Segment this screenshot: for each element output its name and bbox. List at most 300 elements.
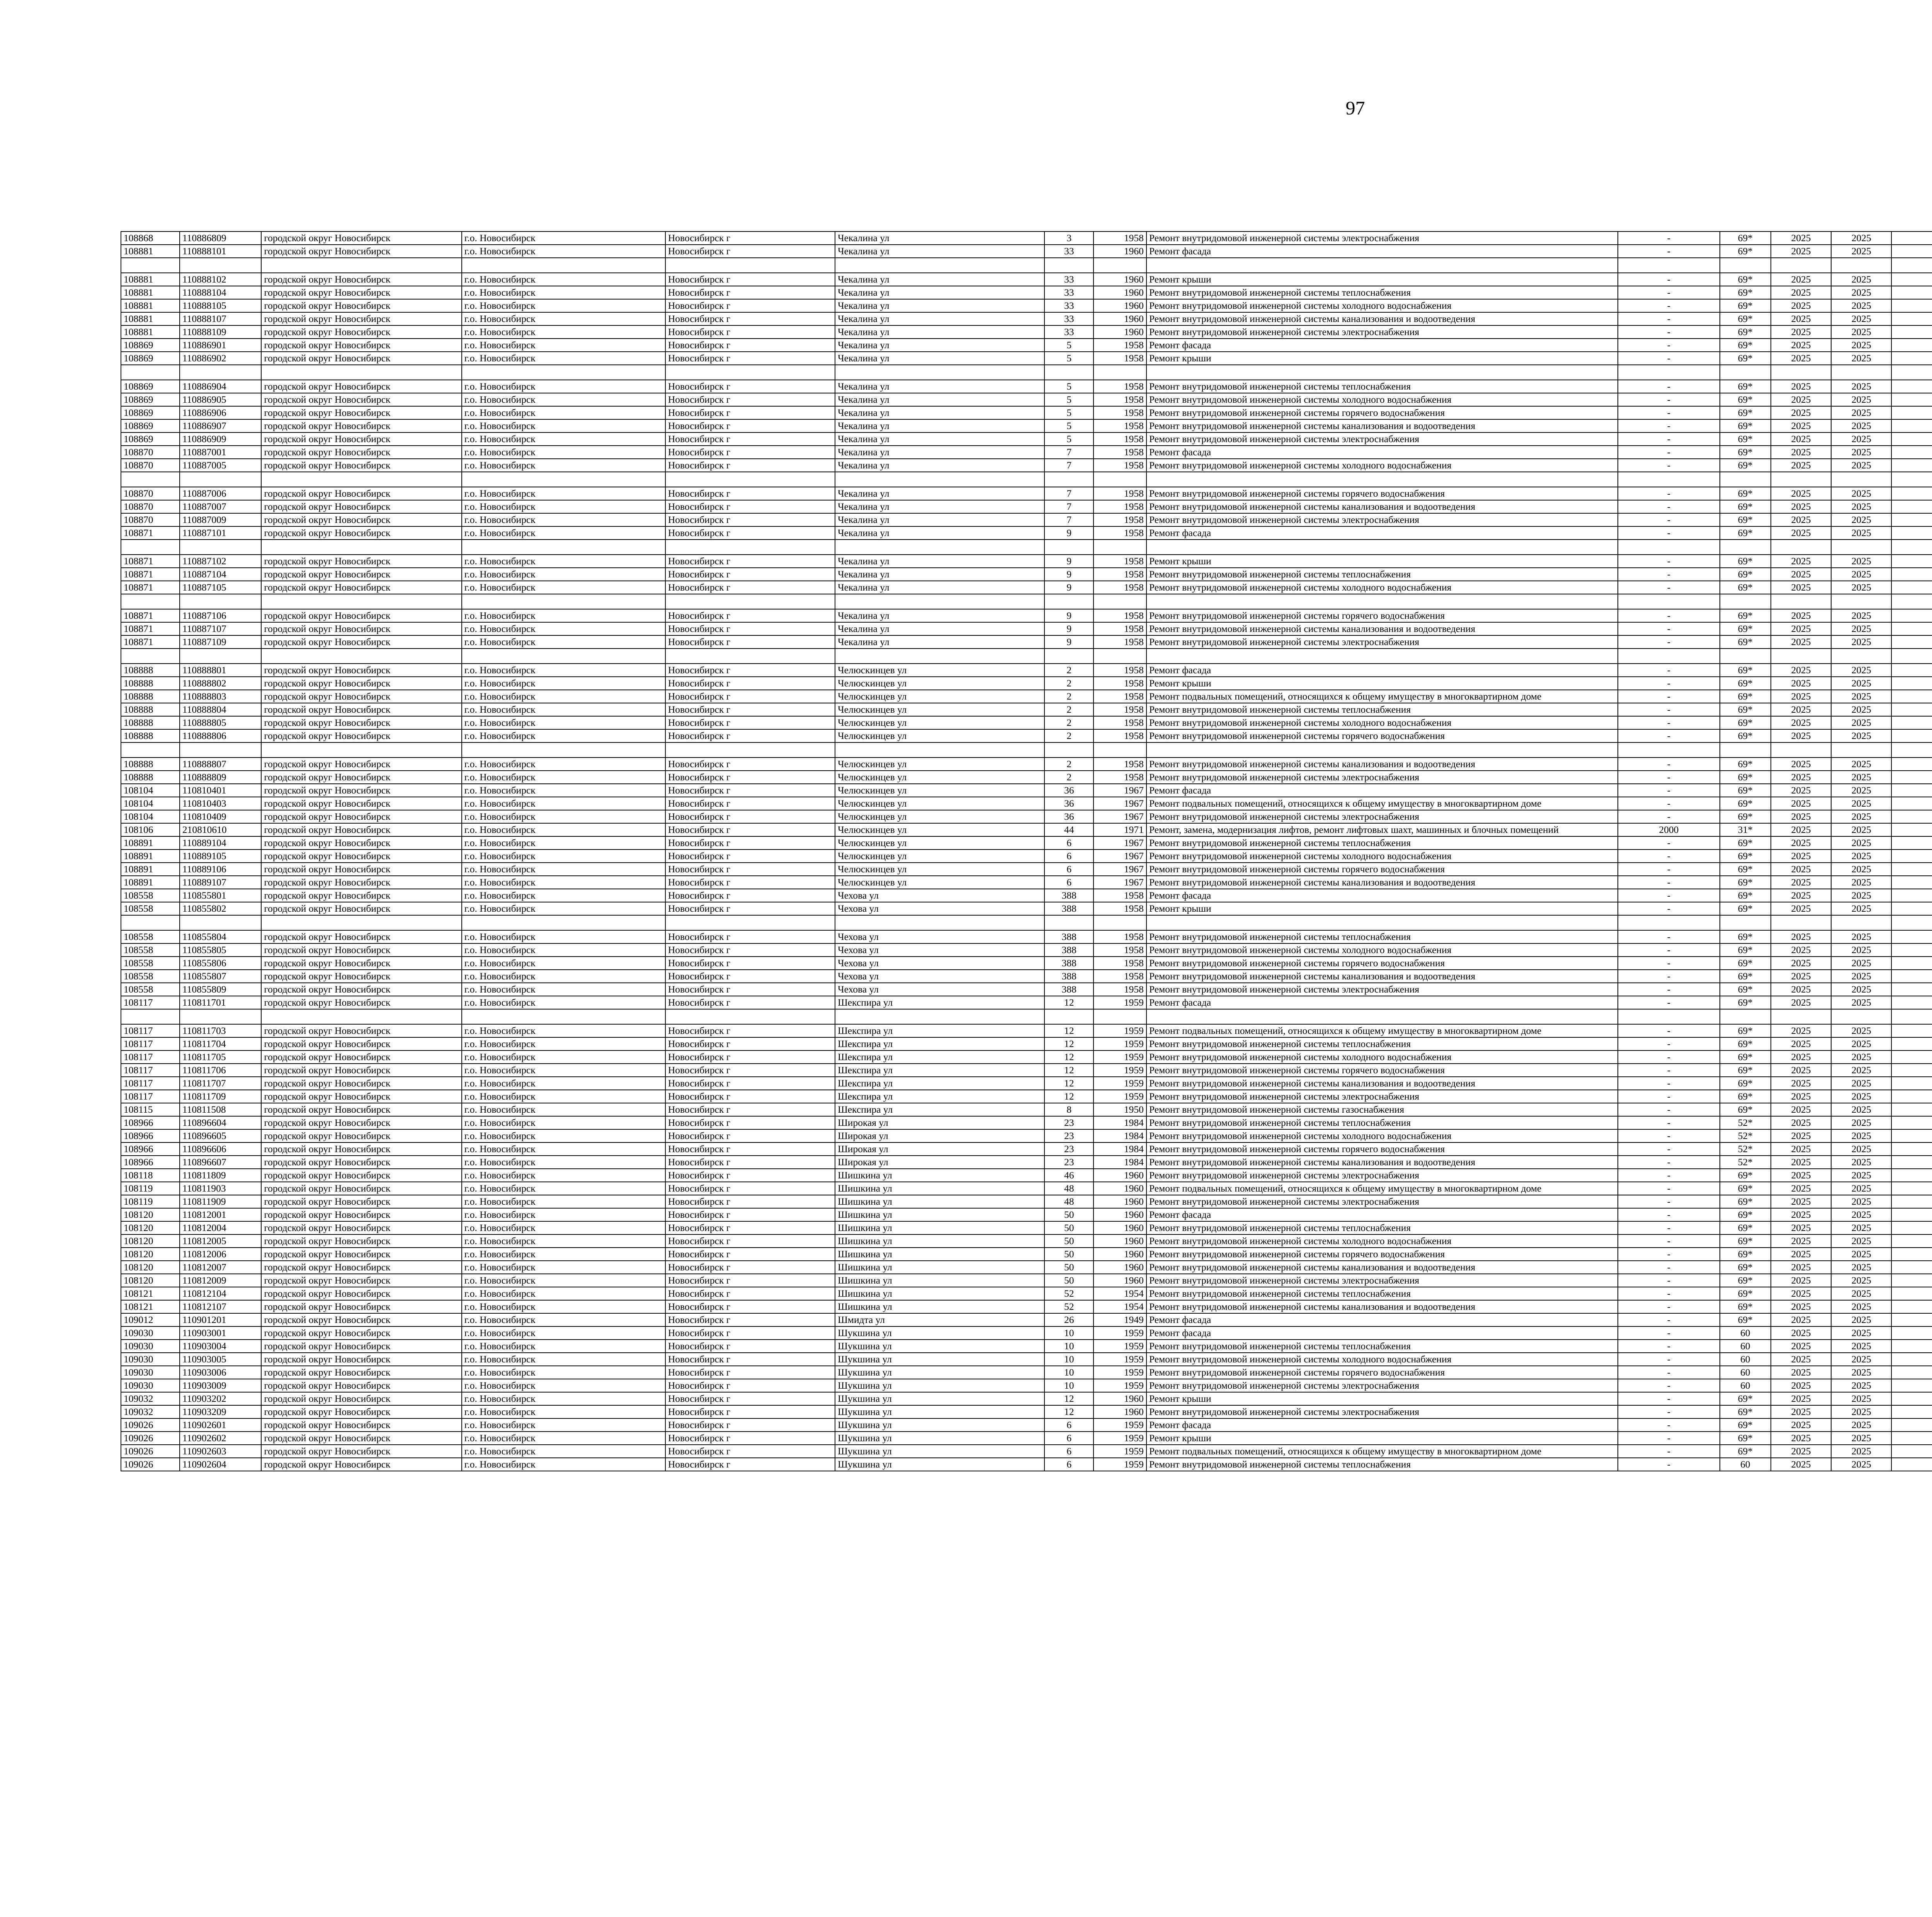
cell-plan-year-start: 2025 — [1771, 380, 1831, 393]
cell-district: городской округ Новосибирск — [261, 836, 461, 850]
cell-settlement: Новосибирск г — [665, 1392, 835, 1405]
table-row — [121, 312, 1932, 325]
table-row — [121, 273, 1932, 286]
cell-settlement-type: г.о. Новосибирск — [462, 1116, 665, 1129]
cell-settlement-type: г.о. Новосибирск — [462, 446, 665, 459]
cell-settlement-type: г.о. Новосибирск — [462, 1458, 665, 1471]
cell-measure: - — [1618, 526, 1720, 540]
cell-total-cost — [1891, 677, 1932, 690]
cell-work-type: Ремонт внутридомовой инженерной системы канализования и водоотведения — [1146, 500, 1618, 513]
cell-total-cost — [1891, 823, 1932, 836]
cell-work-id: 110887105 — [180, 581, 261, 594]
cell-measure: - — [1618, 863, 1720, 876]
cell-house — [1044, 472, 1094, 487]
cell-house-id: 108869 — [121, 419, 180, 432]
table-row — [121, 232, 1932, 245]
cell-tariff: 69* — [1720, 1103, 1771, 1116]
cell-district: городской округ Новосибирск — [261, 609, 461, 622]
cell-year: 1958 — [1094, 758, 1146, 771]
cell-settlement — [665, 742, 835, 758]
cell-district: городской округ Новосибирск — [261, 1248, 461, 1261]
cell-house-id: 108558 — [121, 957, 180, 970]
cell-house-id: 109032 — [121, 1405, 180, 1418]
cell-measure: - — [1618, 957, 1720, 970]
cell-plan-year-end: 2025 — [1831, 930, 1891, 943]
cell-street: Широкая ул — [835, 1142, 1044, 1156]
cell-work-id: 110812005 — [180, 1234, 261, 1248]
cell-district: городской округ Новосибирск — [261, 1103, 461, 1116]
cell-work-id: 110811706 — [180, 1064, 261, 1077]
cell-street: Чекалина ул — [835, 609, 1044, 622]
cell-work-type: Ремонт внутридомовой инженерной системы теплоснабжения — [1146, 286, 1618, 299]
table-row — [121, 568, 1932, 581]
cell-plan-year-start: 2025 — [1771, 970, 1831, 983]
table-row — [121, 889, 1932, 902]
cell-plan-year-start: 2025 — [1771, 1116, 1831, 1129]
cell-work-id: 110886906 — [180, 406, 261, 419]
cell-settlement: Новосибирск г — [665, 957, 835, 970]
cell-plan-year-start: 2025 — [1771, 996, 1831, 1009]
cell-district: городской округ Новосибирск — [261, 729, 461, 742]
cell-plan-year-end: 2025 — [1831, 690, 1891, 703]
cell-street: Челюскинцев ул — [835, 836, 1044, 850]
cell-year: 1967 — [1094, 797, 1146, 810]
cell-settlement-type: г.о. Новосибирск — [462, 1050, 665, 1064]
cell-measure: - — [1618, 609, 1720, 622]
cell-work-id: 110886809 — [180, 232, 261, 245]
cell-total-cost — [1891, 487, 1932, 500]
cell-street: Шишкина ул — [835, 1169, 1044, 1182]
cell-work-type: Ремонт фасада — [1146, 664, 1618, 677]
table-row — [121, 325, 1932, 339]
cell-work-id: 110901201 — [180, 1313, 261, 1326]
cell-tariff: 69* — [1720, 664, 1771, 677]
cell-work-type: Ремонт внутридомовой инженерной системы горячего водоснабжения — [1146, 406, 1618, 419]
cell-house: 6 — [1044, 1458, 1094, 1471]
cell-district: городской округ Новосибирск — [261, 1129, 461, 1142]
cell-work-type: Ремонт внутридомовой инженерной системы электроснабжения — [1146, 1090, 1618, 1103]
cell-work-id: 110896606 — [180, 1142, 261, 1156]
cell-house-id: 109030 — [121, 1326, 180, 1340]
cell-house: 8 — [1044, 1103, 1094, 1116]
cell-plan-year-start: 2025 — [1771, 513, 1831, 526]
cell-plan-year-end: 2025 — [1831, 393, 1891, 406]
cell-plan-year-start: 2025 — [1771, 1300, 1831, 1313]
cell-district: городской округ Новосибирск — [261, 970, 461, 983]
cell-tariff: 69* — [1720, 432, 1771, 446]
cell-total-cost — [1891, 690, 1932, 703]
cell-house: 23 — [1044, 1129, 1094, 1142]
cell-plan-year-start: 2025 — [1771, 823, 1831, 836]
cell-plan-year-end: 2025 — [1831, 729, 1891, 742]
cell-tariff: 69* — [1720, 1392, 1771, 1405]
page-number: 97 — [1345, 97, 1365, 119]
cell-year: 1958 — [1094, 622, 1146, 635]
cell-work-type: Ремонт внутридомовой инженерной системы холодного водоснабжения — [1146, 1129, 1618, 1142]
cell-tariff — [1720, 258, 1771, 273]
cell-settlement-type: г.о. Новосибирск — [462, 1024, 665, 1037]
cell-settlement: Новосибирск г — [665, 581, 835, 594]
cell-settlement-type: г.о. Новосибирск — [462, 1234, 665, 1248]
cell-total-cost — [1891, 1195, 1932, 1208]
cell-tariff: 69* — [1720, 245, 1771, 258]
cell-tariff: 69* — [1720, 526, 1771, 540]
cell-house — [1044, 742, 1094, 758]
cell-plan-year-start: 2025 — [1771, 487, 1831, 500]
cell-plan-year-start: 2025 — [1771, 459, 1831, 472]
cell-total-cost — [1891, 1405, 1932, 1418]
cell-work-id: 110888107 — [180, 312, 261, 325]
cell-house-id — [121, 365, 180, 380]
cell-street: Шекспира ул — [835, 1090, 1044, 1103]
cell-plan-year-start: 2025 — [1771, 876, 1831, 889]
cell-street: Шекспира ул — [835, 1064, 1044, 1077]
cell-street: Шукшина ул — [835, 1458, 1044, 1471]
cell-district: городской округ Новосибирск — [261, 703, 461, 716]
cell-tariff: 69* — [1720, 729, 1771, 742]
cell-tariff: 69* — [1720, 1405, 1771, 1418]
cell-year: 1959 — [1094, 1366, 1146, 1379]
cell-measure: - — [1618, 716, 1720, 729]
table-row — [121, 729, 1932, 742]
cell-total-cost — [1891, 1248, 1932, 1261]
cell-year: 1959 — [1094, 1379, 1146, 1392]
cell-work-type: Ремонт внутридомовой инженерной системы теплоснабжения — [1146, 836, 1618, 850]
table-row-blank — [121, 540, 1932, 555]
cell-house-id: 109012 — [121, 1313, 180, 1326]
cell-house: 12 — [1044, 1090, 1094, 1103]
cell-plan-year-end: 2025 — [1831, 1064, 1891, 1077]
cell-work-type: Ремонт фасада — [1146, 889, 1618, 902]
cell-house-id: 108888 — [121, 703, 180, 716]
table-row — [121, 996, 1932, 1009]
cell-tariff: 69* — [1720, 459, 1771, 472]
cell-district — [261, 365, 461, 380]
cell-total-cost — [1891, 1103, 1932, 1116]
cell-house: 7 — [1044, 487, 1094, 500]
cell-house: 2 — [1044, 729, 1094, 742]
cell-settlement: Новосибирск г — [665, 1050, 835, 1064]
cell-plan-year-end: 2025 — [1831, 1129, 1891, 1142]
cell-house: 48 — [1044, 1195, 1094, 1208]
cell-settlement-type: г.о. Новосибирск — [462, 568, 665, 581]
cell-work-id: 110888806 — [180, 729, 261, 742]
cell-settlement-type — [462, 649, 665, 664]
cell-street: Челюскинцев ул — [835, 797, 1044, 810]
cell-street: Чекалина ул — [835, 555, 1044, 568]
cell-settlement: Новосибирск г — [665, 622, 835, 635]
cell-total-cost — [1891, 943, 1932, 957]
cell-measure: - — [1618, 758, 1720, 771]
cell-work-type: Ремонт внутридомовой инженерной системы горячего водоснабжения — [1146, 957, 1618, 970]
cell-total-cost — [1891, 1340, 1932, 1353]
cell-tariff: 69* — [1720, 325, 1771, 339]
cell-measure: - — [1618, 1432, 1720, 1445]
cell-settlement-type: г.о. Новосибирск — [462, 957, 665, 970]
cell-settlement-type — [462, 1009, 665, 1024]
cell-work-type: Ремонт внутридомовой инженерной системы горячего водоснабжения — [1146, 1142, 1618, 1156]
cell-total-cost — [1891, 716, 1932, 729]
cell-tariff: 69* — [1720, 1195, 1771, 1208]
cell-work-id: 110887007 — [180, 500, 261, 513]
cell-work-type: Ремонт внутридомовой инженерной системы теплоснабжения — [1146, 930, 1618, 943]
cell-plan-year-end: 2025 — [1831, 1090, 1891, 1103]
table-row — [121, 609, 1932, 622]
cell-settlement-type: г.о. Новосибирск — [462, 863, 665, 876]
cell-street — [835, 649, 1044, 664]
cell-street: Широкая ул — [835, 1116, 1044, 1129]
cell-district: городской округ Новосибирск — [261, 1064, 461, 1077]
cell-settlement: Новосибирск г — [665, 325, 835, 339]
cell-work-id: 110887106 — [180, 609, 261, 622]
cell-total-cost — [1891, 609, 1932, 622]
cell-street: Широкая ул — [835, 1129, 1044, 1142]
cell-district: городской округ Новосибирск — [261, 1287, 461, 1300]
cell-total-cost — [1891, 1169, 1932, 1182]
cell-house: 388 — [1044, 889, 1094, 902]
cell-street — [835, 365, 1044, 380]
cell-work-id: 110811701 — [180, 996, 261, 1009]
cell-house-id: 108869 — [121, 432, 180, 446]
cell-plan-year-end: 2025 — [1831, 1169, 1891, 1182]
cell-measure: - — [1618, 487, 1720, 500]
cell-year: 1960 — [1094, 1392, 1146, 1405]
cell-street: Чехова ул — [835, 957, 1044, 970]
cell-street — [835, 472, 1044, 487]
cell-work-id — [180, 742, 261, 758]
cell-settlement: Новосибирск г — [665, 609, 835, 622]
cell-work-type — [1146, 1009, 1618, 1024]
cell-plan-year-start — [1771, 915, 1831, 930]
cell-street — [835, 258, 1044, 273]
cell-measure: - — [1618, 635, 1720, 649]
cell-total-cost — [1891, 1182, 1932, 1195]
cell-work-id: 110888804 — [180, 703, 261, 716]
cell-tariff: 69* — [1720, 273, 1771, 286]
cell-year: 1960 — [1094, 1261, 1146, 1274]
cell-work-id: 110855807 — [180, 970, 261, 983]
cell-district: городской округ Новосибирск — [261, 850, 461, 863]
cell-settlement-type: г.о. Новосибирск — [462, 930, 665, 943]
cell-work-id: 110888801 — [180, 664, 261, 677]
cell-measure: - — [1618, 1405, 1720, 1418]
cell-street: Широкая ул — [835, 1156, 1044, 1169]
cell-settlement: Новосибирск г — [665, 1248, 835, 1261]
cell-house-id — [121, 472, 180, 487]
cell-total-cost — [1891, 1274, 1932, 1287]
cell-street — [835, 742, 1044, 758]
cell-street: Чекалина ул — [835, 325, 1044, 339]
cell-total-cost — [1891, 635, 1932, 649]
cell-district: городской округ Новосибирск — [261, 232, 461, 245]
cell-plan-year-start — [1771, 258, 1831, 273]
cell-settlement-type: г.о. Новосибирск — [462, 902, 665, 915]
cell-settlement: Новосибирск г — [665, 836, 835, 850]
cell-house-id: 108881 — [121, 325, 180, 339]
cell-tariff: 69* — [1720, 1234, 1771, 1248]
cell-work-type: Ремонт внутридомовой инженерной системы канализования и водоотведения — [1146, 1300, 1618, 1313]
cell-settlement-type: г.о. Новосибирск — [462, 312, 665, 325]
table-row — [121, 513, 1932, 526]
cell-total-cost — [1891, 983, 1932, 996]
cell-work-type: Ремонт внутридомовой инженерной системы теплоснабжения — [1146, 1221, 1618, 1234]
cell-plan-year-start: 2025 — [1771, 1234, 1831, 1248]
cell-tariff: 69* — [1720, 850, 1771, 863]
table-row — [121, 771, 1932, 784]
cell-settlement: Новосибирск г — [665, 487, 835, 500]
cell-year: 1959 — [1094, 1077, 1146, 1090]
cell-plan-year-end — [1831, 742, 1891, 758]
cell-plan-year-end: 2025 — [1831, 970, 1891, 983]
cell-plan-year-start: 2025 — [1771, 555, 1831, 568]
cell-district: городской округ Новосибирск — [261, 526, 461, 540]
cell-house: 2 — [1044, 703, 1094, 716]
cell-tariff: 69* — [1720, 797, 1771, 810]
cell-measure: - — [1618, 943, 1720, 957]
cell-settlement-type: г.о. Новосибирск — [462, 393, 665, 406]
cell-work-id: 110888802 — [180, 677, 261, 690]
cell-measure: - — [1618, 1300, 1720, 1313]
cell-work-id: 110811709 — [180, 1090, 261, 1103]
cell-house-id: 108871 — [121, 581, 180, 594]
cell-house: 3 — [1044, 232, 1094, 245]
cell-year: 1958 — [1094, 380, 1146, 393]
cell-street: Чекалина ул — [835, 459, 1044, 472]
cell-house: 2 — [1044, 771, 1094, 784]
table-row — [121, 823, 1932, 836]
cell-settlement-type: г.о. Новосибирск — [462, 500, 665, 513]
cell-street: Шишкина ул — [835, 1195, 1044, 1208]
cell-house-id: 108891 — [121, 850, 180, 863]
cell-street: Чехова ул — [835, 889, 1044, 902]
cell-measure: - — [1618, 1445, 1720, 1458]
cell-plan-year-start: 2025 — [1771, 1195, 1831, 1208]
cell-tariff: 69* — [1720, 996, 1771, 1009]
cell-measure: - — [1618, 1077, 1720, 1090]
cell-measure: - — [1618, 983, 1720, 996]
cell-house: 36 — [1044, 797, 1094, 810]
cell-house-id — [121, 540, 180, 555]
cell-settlement-type: г.о. Новосибирск — [462, 703, 665, 716]
cell-settlement-type: г.о. Новосибирск — [462, 526, 665, 540]
cell-street — [835, 1009, 1044, 1024]
cell-total-cost — [1891, 286, 1932, 299]
cell-work-type: Ремонт крыши — [1146, 1392, 1618, 1405]
cell-house-id: 109030 — [121, 1379, 180, 1392]
cell-street: Чекалина ул — [835, 286, 1044, 299]
cell-work-id: 110812004 — [180, 1221, 261, 1234]
cell-total-cost — [1891, 729, 1932, 742]
cell-plan-year-end: 2025 — [1831, 1142, 1891, 1156]
cell-street: Шишкина ул — [835, 1221, 1044, 1234]
cell-house: 50 — [1044, 1261, 1094, 1274]
cell-settlement-type: г.о. Новосибирск — [462, 1077, 665, 1090]
cell-measure: - — [1618, 380, 1720, 393]
cell-district: городской округ Новосибирск — [261, 957, 461, 970]
cell-work-type: Ремонт внутридомовой инженерной системы холодного водоснабжения — [1146, 1234, 1618, 1248]
cell-tariff: 69* — [1720, 312, 1771, 325]
cell-measure — [1618, 742, 1720, 758]
cell-street: Челюскинцев ул — [835, 863, 1044, 876]
cell-work-id: 110888809 — [180, 771, 261, 784]
cell-measure — [1618, 258, 1720, 273]
cell-house-id: 108119 — [121, 1195, 180, 1208]
cell-settlement-type: г.о. Новосибирск — [462, 1129, 665, 1142]
cell-measure: - — [1618, 703, 1720, 716]
cell-tariff: 69* — [1720, 863, 1771, 876]
repair-register-table — [121, 231, 1932, 1471]
cell-tariff: 69* — [1720, 299, 1771, 312]
cell-street: Шукшина ул — [835, 1379, 1044, 1392]
cell-year: 1958 — [1094, 232, 1146, 245]
cell-settlement-type: г.о. Новосибирск — [462, 771, 665, 784]
table-row — [121, 245, 1932, 258]
cell-year: 1959 — [1094, 996, 1146, 1009]
table-row — [121, 1274, 1932, 1287]
cell-total-cost — [1891, 446, 1932, 459]
cell-settlement-type: г.о. Новосибирск — [462, 1326, 665, 1340]
cell-settlement-type: г.о. Новосибирск — [462, 1392, 665, 1405]
cell-street: Шишкина ул — [835, 1274, 1044, 1287]
cell-settlement: Новосибирск г — [665, 1234, 835, 1248]
cell-tariff: 69* — [1720, 419, 1771, 432]
cell-house: 388 — [1044, 970, 1094, 983]
cell-work-id: 110903004 — [180, 1340, 261, 1353]
cell-street: Челюскинцев ул — [835, 729, 1044, 742]
cell-total-cost — [1891, 649, 1932, 664]
cell-plan-year-end: 2025 — [1831, 677, 1891, 690]
cell-plan-year-end: 2025 — [1831, 352, 1891, 365]
cell-district: городской округ Новосибирск — [261, 784, 461, 797]
cell-tariff: 69* — [1720, 957, 1771, 970]
table-row — [121, 286, 1932, 299]
cell-measure: - — [1618, 677, 1720, 690]
cell-settlement-type — [462, 258, 665, 273]
cell-plan-year-start: 2025 — [1771, 299, 1831, 312]
cell-house: 44 — [1044, 823, 1094, 836]
table-row — [121, 500, 1932, 513]
cell-plan-year-start: 2025 — [1771, 526, 1831, 540]
cell-plan-year-end: 2025 — [1831, 459, 1891, 472]
cell-work-type: Ремонт внутридомовой инженерной системы теплоснабжения — [1146, 1116, 1618, 1129]
cell-measure: - — [1618, 1208, 1720, 1221]
cell-street: Шукшина ул — [835, 1405, 1044, 1418]
table-row — [121, 836, 1932, 850]
cell-work-id — [180, 594, 261, 609]
cell-district: городской округ Новосибирск — [261, 419, 461, 432]
cell-total-cost — [1891, 1379, 1932, 1392]
cell-settlement: Новосибирск г — [665, 446, 835, 459]
cell-total-cost — [1891, 771, 1932, 784]
table-row — [121, 943, 1932, 957]
cell-settlement: Новосибирск г — [665, 889, 835, 902]
table-row — [121, 930, 1932, 943]
cell-house-id — [121, 594, 180, 609]
cell-work-id: 110888803 — [180, 690, 261, 703]
cell-district: городской округ Новосибирск — [261, 513, 461, 526]
cell-total-cost — [1891, 758, 1932, 771]
cell-plan-year-end: 2025 — [1831, 568, 1891, 581]
cell-work-id: 110903001 — [180, 1326, 261, 1340]
cell-work-id: 110886902 — [180, 352, 261, 365]
cell-tariff: 69* — [1720, 339, 1771, 352]
cell-total-cost — [1891, 1261, 1932, 1274]
cell-work-type: Ремонт фасада — [1146, 446, 1618, 459]
cell-plan-year-end: 2025 — [1831, 1156, 1891, 1169]
cell-measure: - — [1618, 339, 1720, 352]
cell-year — [1094, 1009, 1146, 1024]
cell-total-cost — [1891, 1234, 1932, 1248]
